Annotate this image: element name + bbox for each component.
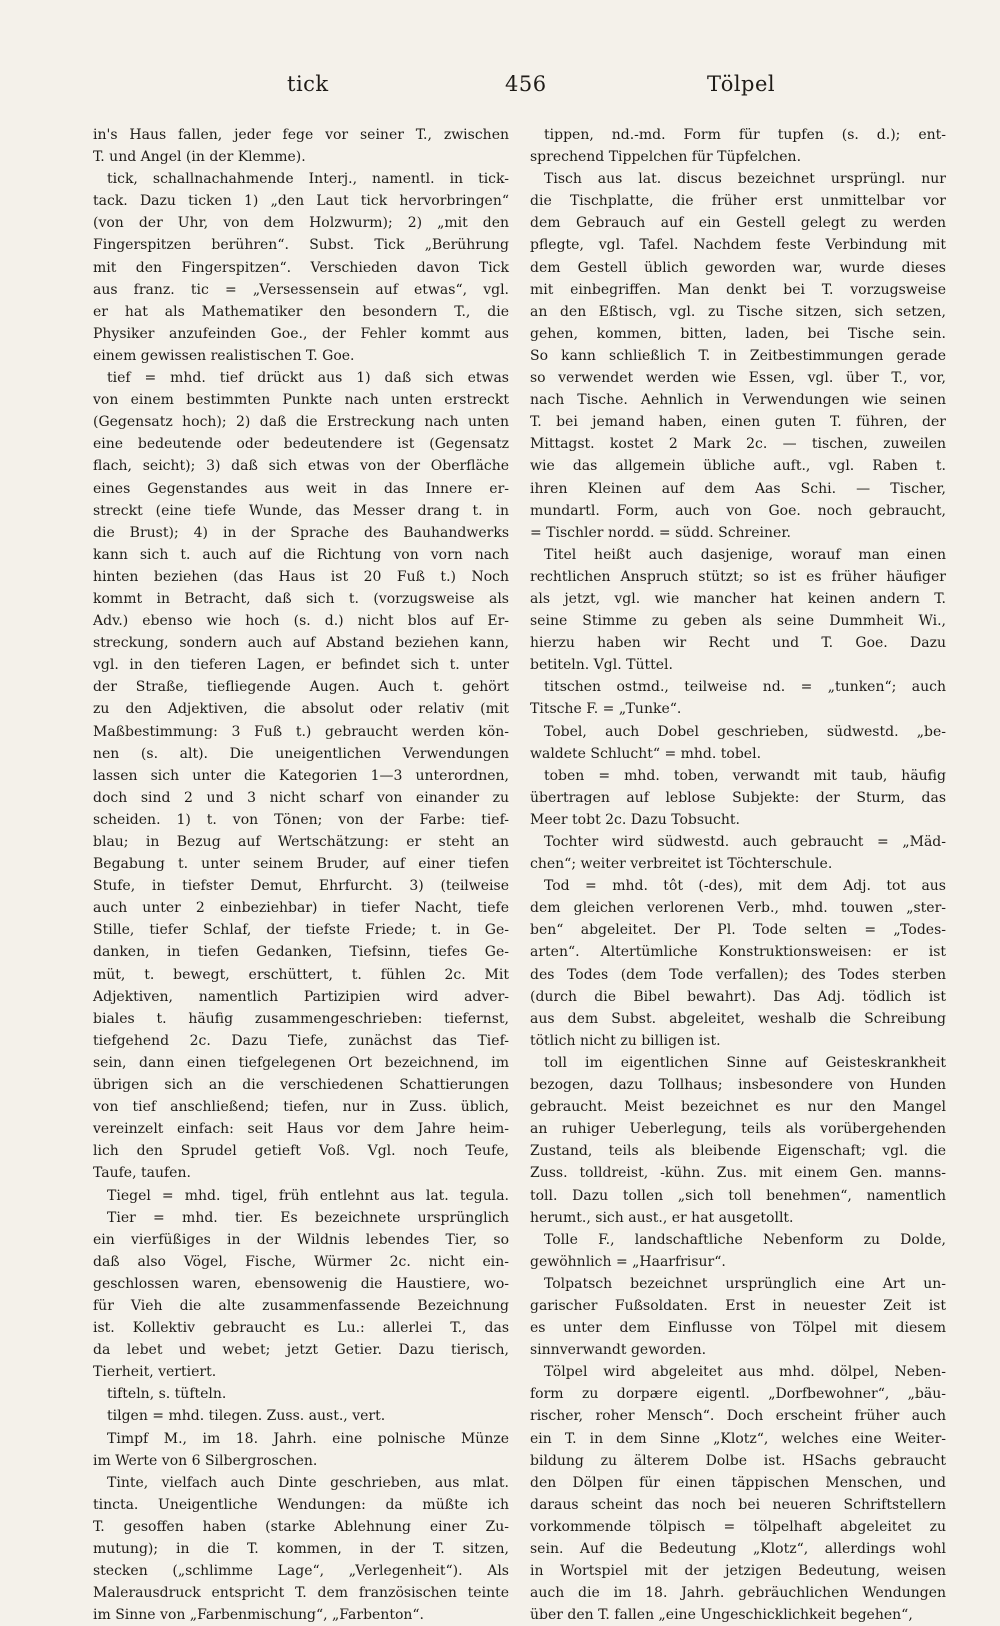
text-line: Tiegel = mhd. tigel, früh entlehnt aus lat. tegula. [107,1187,509,1204]
text-line: Meer tobt 2c. Dazu Tobsucht. [530,811,740,828]
text-line: So kann schließlich T. in Zeitbestimmungen gerade [530,347,946,364]
text-line: ist. Kollektiv gebraucht es Lu.: allerlei T., das [93,1320,509,1337]
text-line: = Tischler nordd. = südd. Schreiner. [530,524,791,541]
text-line: flach, seicht); 3) daß sich etwas von der Oberfläche [93,458,509,475]
text-line: tiefgehend 2c. Dazu Tiefe, zunächst das Tief- [93,1032,509,1049]
text-line: eine bedeutende oder bedeutendere ist (Gegensatz [93,436,509,453]
text-line: biales t. häufig zusammengeschrieben: tiefernst, [93,1010,509,1027]
text-line: aus dem Subst. abgeleitet, weshalb die Schreibung [530,1010,946,1027]
text-line: stecken („schlimme Lage“, „Verlegenheit“). Als [93,1563,509,1580]
text-line: Mittagst. kostet 2 Mark 2c. — tischen, zuweilen [530,436,946,453]
text-line: Tölpel wird abgeleitet aus mhd. dölpel, Neben- [544,1364,946,1381]
text-line: ben“ abgeleitet. Der Pl. Tode selten = „Todes- [530,922,946,939]
text-line: die Brust); 4) in der Sprache des Bauhandwerks [93,524,509,541]
text-line: bildung zu älterem Dolbe ist. HSachs gebraucht [530,1452,946,1469]
text-line: übrigen sich an die verschiedenen Schattierungen [93,1077,509,1094]
text-line: einem gewissen realistischen T. Goe. [93,347,355,364]
text-line: Tochter wird südwestd. auch gebraucht = „Mäd- [544,834,946,850]
text-line: scheiden. 1) t. von Tönen; von der Farbe: tief- [93,811,509,828]
text-line: kommt in Betracht, daß sich t. (vorzugsweise als [93,590,509,607]
text-line: über den T. fallen „eine Ungeschicklichkeit begehen“, [530,1607,913,1624]
text-line: ein vierfüßiges in der Wildnis lebendes Tier, so [93,1231,509,1248]
text-line: Titel heißt auch dasjenige, worauf man einen [544,546,946,563]
text-line: Tobel, auch Dobel geschrieben, südwestd. „be- [544,723,946,740]
text-line: tick, schallnachahmende Interj., namentl. in tick- [107,171,509,188]
text-line: es unter dem Einflusse von Tölpel mit diesem [530,1320,946,1337]
text-line: aus franz. tic = „Versessensein auf etwas“, vgl. [93,281,509,298]
text-line: des Todes (dem Tode verfallen); des Todes sterben [530,966,946,983]
text-line: form zu dorpære eigentl. „Dorfbewohner“, „bäu- [530,1386,946,1403]
text-line: eines Gegenstandes aus weit in das Innere er- [93,480,509,497]
text-line: (Gegensatz hoch); 2) daß die Erstreckung nach unten [93,414,509,431]
text-line: vereinzelt einfach: seit Haus vor dem Jahre heim- [93,1121,509,1138]
text-line: titschen ostmd., teilweise nd. = „tunken“; auch [544,679,946,696]
text-line: T. gesoffen haben (starke Ablehnung einer Zu- [93,1518,509,1535]
text-line: nach Tische. Aehnlich in Verwendungen wie seinen [530,392,946,409]
text-line: an ruhiger Ueberlegung, teils als vorübergehenden [530,1121,946,1138]
text-line: da lebet und webet; jetzt Getier. Dazu tierisch, [93,1342,509,1359]
header-right-catchword: Tölpel [707,72,776,96]
text-line: arten“. Altertümliche Konstruktionsweisen: er ist [530,944,946,961]
text-line: tötlich nicht zu billigen ist. [530,1032,721,1049]
text-line: tack. Dazu ticken 1) „den Laut tick hervorbringen“ [93,193,509,210]
text-line: Zuss. tolldreist, -kühn. Zus. mit einem Gen. manns- [530,1165,946,1182]
text-line: streckt (eine tiefe Wunde, das Messer drang t. in [93,502,509,519]
text-line: so verwendet werden wie Essen, vgl. über T., vor, [530,370,946,387]
text-line: waldete Schlucht“ = mhd. tobel. [530,745,762,762]
text-line: mit den Fingerspitzen“. Verschieden davon Tick [93,259,509,276]
text-line: geschlossen waren, ebensowenig die Haustiere, wo- [93,1275,509,1292]
text-line: gewöhnlich = „Haarfrisur“. [530,1253,726,1270]
text-line: lich den Sprudel getieft Voß. Vgl. noch Teufe, [93,1143,509,1160]
text-line: rechtlichen Anspruch stützt; so ist es früher häufiger [530,568,946,585]
text-line: Adjektiven, namentlich Partizipien wird adver- [93,988,509,1005]
text-line: sinnverwandt geworden. [530,1342,707,1359]
text-line: Timpf M., im 18. Jahrh. eine polnische Münze [107,1430,509,1447]
text-line: Fingerspitzen berühren“. Subst. Tick „Berührung [93,237,509,254]
text-line: daraus scheint das noch bei neueren Schriftstellern [530,1496,946,1513]
text-line: mundartl. Form, auch von Goe. noch gebraucht, [530,502,946,519]
page-header [0,72,1000,106]
text-line: daß also Vögel, Fische, Würmer 2c. nicht ein- [93,1253,509,1270]
text-line: Zustand, teils als bleibende Eigenschaft; vgl. die [530,1143,946,1160]
text-line: mutung); in die T. kommen, in der T. sitzen, [93,1541,509,1557]
text-line: sein, dann einen tiefgelegenen Ort bezeichnend, im [93,1054,509,1071]
text-line: in's Haus fallen, jeder fege vor seiner T., zwischen [93,127,509,143]
text-line: im Werte von 6 Silbergroschen. [93,1452,318,1469]
text-line: gehen, kommen, bitten, laden, bei Tische sein. [530,325,946,342]
left-column [93,124,509,1624]
text-line: im Sinne von „Farbenmischung“, „Farbenton“. [93,1607,425,1624]
text-line: müt, t. bewegt, erschüttert, t. fühlen 2c. Mit [93,966,509,983]
text-line: garischer Fußsoldaten. Erst in neuester Zeit ist [530,1297,946,1314]
text-line: T. und Angel (in der Klemme). [93,149,306,166]
right-column [530,124,946,1624]
text-line: Tolle F., landschaftliche Nebenform zu Dolde, [544,1231,946,1248]
text-line: mit einbegriffen. Man denkt bei T. vorzugsweise [530,281,946,298]
text-line: toll. Dazu tollen „sich toll benehmen“, namentlich [530,1187,946,1204]
text-line: Maßbestimmung: 3 Fuß t.) gebraucht werden kön- [93,723,509,740]
text-line: Tier = mhd. tier. Es bezeichnete ursprünglich [107,1209,509,1226]
text-line: Physiker anzufeinden Goe., der Fehler kommt aus [93,325,509,342]
text-line: an den Eßtisch, vgl. zu Tische sitzen, sich setzen, [530,303,946,320]
text-line: von einem bestimmten Punkte nach unten erstreckt [93,392,509,409]
text-line: Tinte, vielfach auch Dinte geschrieben, aus mlat. [107,1474,509,1491]
text-line: vorkommende tölpisch = tölpelhaft abgeleitet zu [530,1518,946,1535]
text-line: zu den Adjektiven, die absolut oder relativ (mit [93,701,509,718]
text-line: tincta. Uneigentliche Wendungen: da müßte ich [93,1496,509,1513]
text-line: Begabung t. unter seinem Bruder, auf einer tiefen [93,856,509,873]
text-line: tifteln, s. tüfteln. [107,1386,227,1403]
text-line: danken, in tiefen Gedanken, Tiefsinn, tiefes Ge- [93,944,509,961]
page-number: 456 [505,72,547,96]
text-line: auch unter 2 einbeziehbar) in tiefer Nacht, tiefe [93,900,509,917]
text-line: pflegte, vgl. Tafel. Nachdem feste Verbindung mit [530,237,946,254]
header-left-catchword: tick [287,72,329,96]
text-line: Tolpatsch bezeichnet ursprünglich eine Art un- [544,1275,946,1292]
text-line: blau; in Bezug auf Wertschätzung: er steht an [93,834,509,850]
text-line: für Vieh die alte zusammenfassende Bezeichnung [93,1297,509,1314]
text-line: Titsche F. = „Tunke“. [530,701,682,718]
text-line: wie das allgemein übliche auft., vgl. Raben t. [530,458,946,475]
text-line: T. bei jemand haben, einen guten T. führen, der [530,414,946,431]
text-line: toben = mhd. toben, verwandt mit taub, häufig [544,767,946,784]
text-line: Taufe, taufen. [93,1165,191,1182]
text-line: chen“; weiter verbreitet ist Töchterschule. [530,856,833,873]
text-line: ihren Kleinen auf dem Aas Schi. — Tischer, [530,480,946,497]
text-line: gebraucht. Meist bezeichnet es nur den Mangel [530,1099,946,1116]
text-line: tippen, nd.-md. Form für tupfen (s. d.); ent- [544,127,946,143]
text-line: betiteln. Vgl. Tüttel. [530,657,673,674]
text-line: den Dölpen für einen täppischen Menschen, und [530,1474,946,1491]
text-line: tief = mhd. tief drückt aus 1) daß sich etwas [107,370,509,387]
text-line: sein. Auf die Bedeutung „Klotz“, allerdings wohl [530,1541,946,1557]
text-line: herumt., sich aust., er hat ausgetollt. [530,1209,794,1226]
text-line: Stufe, in tiefster Demut, Ehrfurcht. 3) (teilweise [93,878,509,895]
text-line: als jetzt, vgl. wie mancher hat keinen andern T. [530,590,946,607]
text-line: hinten beziehen (das Haus ist 20 Fuß t.) Noch [93,568,509,585]
text-line: von tief anschließend; tiefen, nur in Zuss. üblich, [93,1099,509,1116]
text-line: dem Gestell üblich geworden war, wurde dieses [530,259,946,276]
text-line: bezogen, dazu Tollhaus; insbesondere von Hunden [530,1077,946,1094]
text-line: nen (s. alt). Die uneigentlichen Verwendungen [93,745,509,762]
text-line: vgl. in den tieferen Lagen, er befindet sich t. unter [93,657,509,674]
text-line: in Wortspiel mit der jetzigen Bedeutung, weisen [530,1563,946,1580]
text-line: seine Stimme zu geben als seine Dummheit Wi., [530,613,946,630]
text-line: (durch die Bibel bewahrt). Das Adj. tödlich ist [530,988,946,1005]
text-line: Tod = mhd. tôt (-des), mit dem Adj. tot aus [544,878,946,895]
text-line: sprechend Tippelchen für Tüpfelchen. [530,149,802,166]
text-line: übertragen auf leblose Subjekte: der Sturm, das [530,789,946,806]
text-line: Adv.) ebenso wie hoch (s. d.) nicht blos auf Er- [93,613,509,630]
text-line: die Tischplatte, die früher erst unmittelbar vor [530,193,946,210]
text-line: der Straße, tiefliegende Augen. Auch t. gehört [93,679,509,696]
text-line: auch die im 18. Jahrh. gebräuchlichen Wendungen [530,1585,946,1602]
text-line: ein T. in dem Sinne „Klotz“, welches eine Weiter- [530,1430,946,1447]
text-line: lassen sich unter die Kategorien 1—3 unterordnen, [93,767,509,784]
text-line: streckung, sondern auch auf Abstand beziehen kann, [93,635,509,652]
text-line: tilgen = mhd. tilegen. Zuss. aust., vert. [107,1408,386,1425]
text-line: Tierheit, vertiert. [93,1364,217,1381]
text-line: Stille, tiefer Schlaf, der tiefste Friede; t. in Ge- [93,922,509,939]
text-line: rischer, roher Mensch“. Doch erscheint früher auch [530,1408,946,1425]
text-line: Malerausdruck entspricht T. dem französischen teinte [93,1585,509,1602]
text-line: (von der Uhr, von dem Holzwurm); 2) „mit den [93,215,509,232]
text-line: kann sich t. auch auf die Richtung von vorn nach [93,546,509,563]
text-line: er hat als Mathematiker den besondern T., die [93,303,509,320]
text-line: doch sind 2 und 3 nicht scharf von einander zu [93,789,509,806]
text-line: hierzu haben wir Recht und T. Goe. Dazu [530,635,946,652]
text-line: dem Gebrauch auf ein Gestell gelegt zu werden [530,215,946,232]
text-line: Tisch aus lat. discus bezeichnet ursprüngl. nur [544,171,946,188]
text-line: dem gleichen verlorenen Verb., mhd. touwen „ster- [530,900,946,917]
text-line: toll im eigentlichen Sinne auf Geisteskrankheit [544,1054,946,1071]
